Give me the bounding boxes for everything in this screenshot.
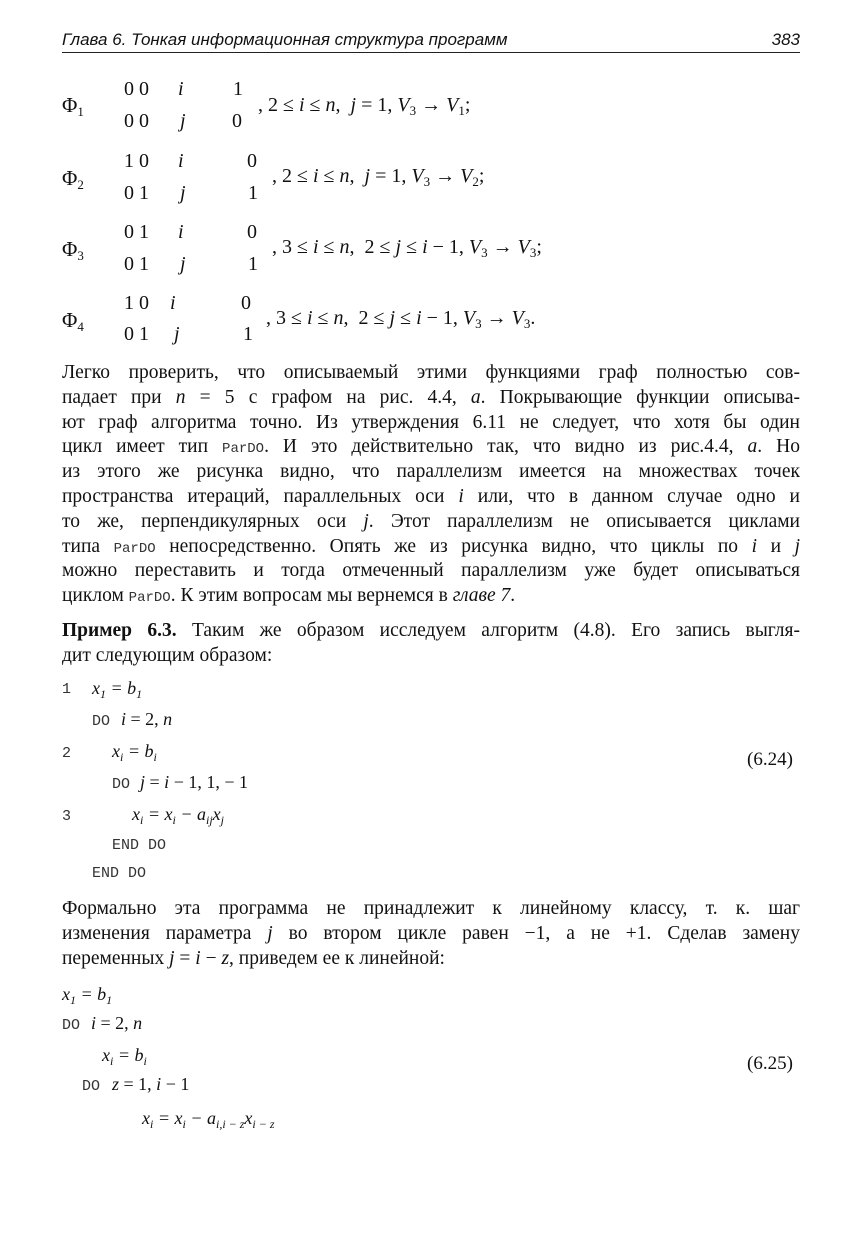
phi-symbol-4: $\Phi_4$	[62, 308, 84, 334]
text-line: пространства итераций, параллельных оси i или, что в данном случае одно и	[62, 485, 800, 507]
text-line: падает при n = 5 с графом на рис. 4.4, а. Покрывающие функции описыва-	[62, 386, 801, 408]
phi2-condition: , 2 ≤ i ≤ n, j = 1, $V_3 \to V_2$;	[272, 165, 485, 189]
phi1-condition: , 2 ≤ i ≤ n, j = 1, $V_3 \to V_1$;	[258, 94, 471, 118]
keyword-do: DO	[62, 1017, 81, 1034]
code-line: $x_1 = b_1$	[92, 678, 143, 701]
code-line: $x_i = x_i - a_{ij}x_j$	[132, 804, 224, 827]
phi3-row1-var: i	[178, 221, 184, 243]
phi1-row2-const: 0	[232, 110, 242, 132]
text-line: из этого же рисунка видно, что параллелизм имеется на множествах точек	[62, 461, 800, 483]
code-line: i = 2, n	[121, 709, 173, 729]
phi3-row1-const: 0	[247, 221, 257, 243]
text-line: ют граф алгоритма точно. Из утверждения 6.11 не следует, что хотя бы один	[62, 411, 800, 433]
phi2-row1-const: 0	[247, 150, 257, 172]
phi3-row2-var: j	[180, 253, 186, 275]
phi4-condition: , 3 ≤ i ≤ n, 2 ≤ j ≤ i − 1, $V_3 \to V_3$.	[266, 307, 536, 331]
line-number: 1	[62, 681, 72, 698]
keyword-do: DO	[92, 713, 111, 730]
phi1-row1-bits: 0 0	[124, 78, 149, 100]
code-line: $x_i = b_i$	[112, 741, 157, 764]
example-paragraph	[62, 619, 800, 669]
running-header	[62, 30, 800, 53]
phi4-row2-bits: 0 1	[124, 323, 149, 345]
text-line: переменных j = i − z, приведем ее к линейной:	[62, 947, 445, 969]
text-line: Пример 6.3. Таким же образом исследуем алгоритм (4.8). Его запись выгля-	[62, 620, 800, 641]
phi3-row1-bits: 0 1	[124, 221, 149, 243]
phi1-row2-bits: 0 0	[124, 110, 149, 132]
line-number: 2	[62, 745, 72, 762]
example-label: Пример 6.3.	[62, 620, 177, 641]
paragraph-2	[62, 897, 800, 971]
phi3-row2-bits: 0 1	[124, 253, 149, 275]
code-line: j = i − 1, 1, − 1	[140, 772, 248, 792]
keyword-do: DO	[112, 776, 131, 793]
code-line: $x_i = x_i - a_{i,i - z}x_{i - z}$	[142, 1108, 275, 1131]
phi4-row1-bits: 1 0	[124, 292, 149, 314]
phi2-row1-bits: 1 0	[124, 150, 149, 172]
text-line: дит следующим образом:	[62, 644, 273, 666]
text-line: Легко проверить, что описываемый этими функциями граф полностью сов-	[62, 362, 800, 383]
phi1-row1-var: i	[178, 78, 184, 100]
phi-symbol-2: $\Phi_2$	[62, 166, 84, 192]
phi4-row1-const: 0	[241, 292, 251, 314]
phi3-condition: , 3 ≤ i ≤ n, 2 ≤ j ≤ i − 1, $V_3 \to V_3$;	[272, 236, 542, 260]
phi2-row2-bits: 0 1	[124, 182, 149, 204]
text-line: типа ParDO непосредственно. Опять же из рисунка видно, что циклы по i и j	[62, 535, 800, 557]
phi2-row1-var: i	[178, 150, 184, 172]
code-line: $x_i = b_i$	[102, 1045, 147, 1068]
phi4-row1-var: i	[170, 292, 176, 314]
code-line: $x_1 = b_1$	[62, 984, 113, 1007]
phi4-row2-const: 1	[243, 323, 253, 345]
phi1-row2-var: j	[180, 110, 186, 132]
phi2-row2-var: j	[180, 182, 186, 204]
chapter-title: Глава 6. Тонкая информационная структура программ	[62, 30, 508, 49]
text-line: Формально эта программа не принадлежит к линейному классу, т. к. шаг	[62, 898, 800, 919]
code-line: i = 2, n	[91, 1013, 143, 1033]
text-line: изменения параметра j во втором цикле равен −1, а не +1. Сделав замену	[62, 922, 800, 944]
text-line: циклом ParDO. К этим вопросам мы вернемся в главе 7.	[62, 585, 516, 607]
phi2-row2-const: 1	[248, 182, 258, 204]
phi3-row2-const: 1	[248, 253, 258, 275]
keyword-end-do: END DO	[112, 837, 167, 854]
keyword-end-do: END DO	[92, 865, 147, 882]
text-line: то же, перпендикулярных оси j. Этот параллелизм не описывается циклами	[62, 510, 800, 532]
text-line: цикл имеет тип ParDO. И это действительно так, что видно из рис.4.4, а. Но	[62, 436, 800, 458]
equation-number: (6.25)	[747, 1053, 793, 1074]
text-line: можно переставить и тогда отмеченный параллелизм уже будет описываться	[62, 560, 800, 582]
phi-symbol-3: $\Phi_3$	[62, 237, 84, 263]
paragraph-1	[62, 361, 800, 609]
code-line: z = 1, i − 1	[112, 1074, 190, 1094]
page-number: 383	[771, 30, 800, 49]
phi4-row2-var: j	[174, 323, 180, 345]
equation-number: (6.24)	[747, 749, 793, 770]
keyword-do: DO	[82, 1078, 101, 1095]
line-number: 3	[62, 808, 72, 825]
phi-symbol-1: $\Phi_1$	[62, 93, 84, 119]
phi1-row1-const: 1	[233, 78, 243, 100]
